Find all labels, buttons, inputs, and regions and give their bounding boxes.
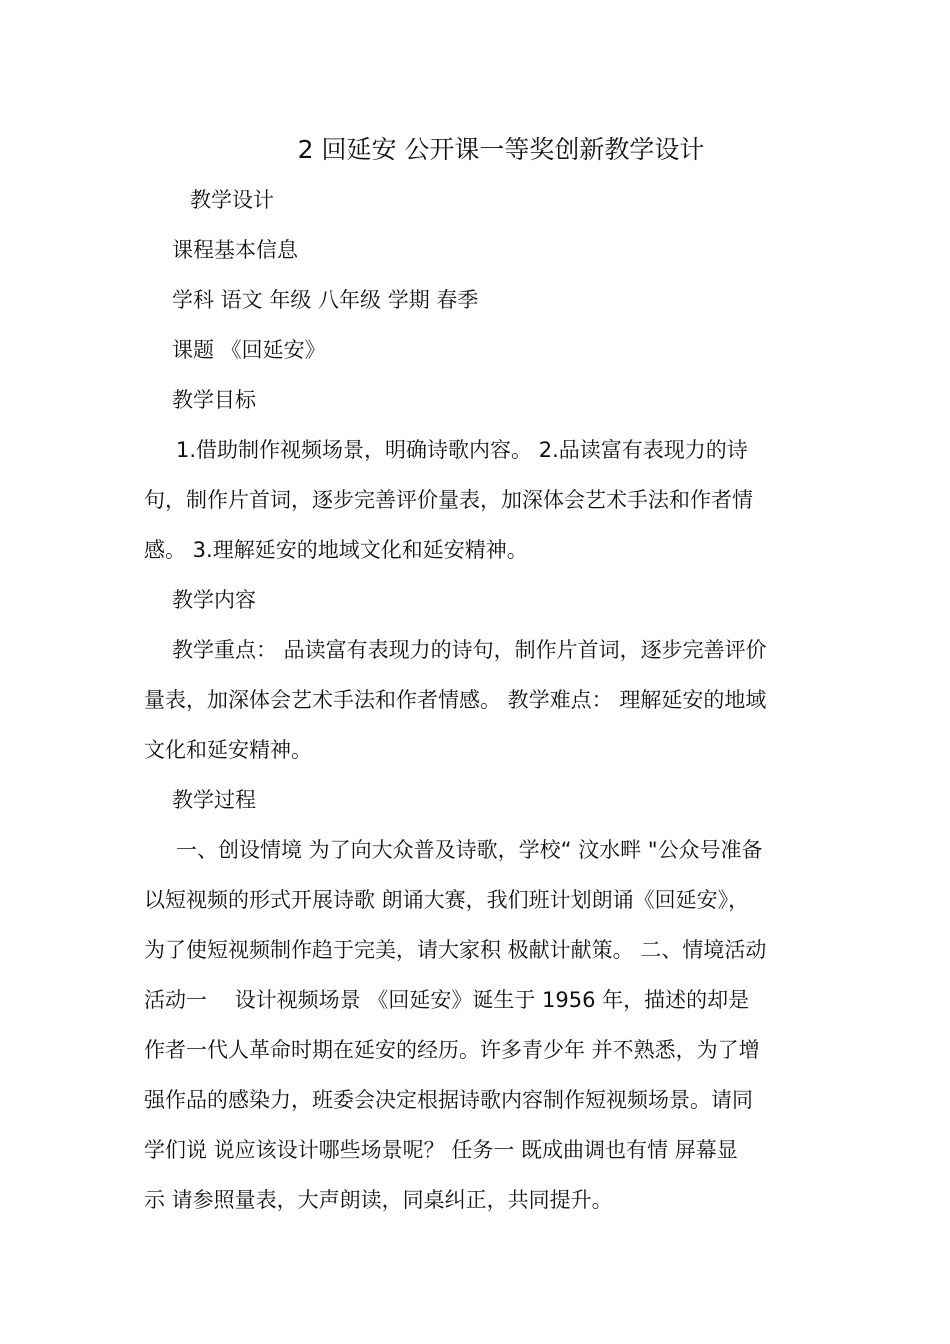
paragraph-line: 强作品的感染力，班委会决定根据诗歌内容制作短视频场景。请同 xyxy=(144,1088,753,1112)
paragraph-line: 活动一 设计视频场景 《回延安》诞生于 1956 年，描述的却是 xyxy=(144,988,750,1012)
paragraph-line: 教学重点： 品读富有表现力的诗句，制作片首词，逐步完善评价 xyxy=(172,638,767,662)
paragraph-line: 作者一代人革命时期在延安的经历。许多青少年 并不熟悉，为了增 xyxy=(144,1038,760,1062)
paragraph-line: 学们说 说应该设计哪些场景呢？ 任务一 既成曲调也有情 屏幕显 xyxy=(144,1138,738,1162)
heading-objectives: 教学目标 xyxy=(172,388,256,412)
course-topic-line: 课题 《回延安》 xyxy=(172,338,326,362)
paragraph-line: 1.借助制作视频场景，明确诗歌内容。 2.品读富有表现力的诗 xyxy=(176,438,748,462)
heading-process: 教学过程 xyxy=(172,788,256,812)
paragraph-line: 为了使短视频制作趋于完美，请大家积 极献计献策。 二、情境活动 xyxy=(144,938,767,962)
paragraph-line: 量表，加深体会艺术手法和作者情感。 教学难点： 理解延安的地域 xyxy=(144,688,767,712)
course-subject-line: 学科 语文 年级 八年级 学期 春季 xyxy=(172,288,479,312)
paragraph-line: 句，制作片首词，逐步完善评价量表，加深体会艺术手法和作者情 xyxy=(144,488,753,512)
heading-course-info: 课程基本信息 xyxy=(172,238,298,262)
paragraph-line: 感。 3.理解延安的地域文化和延安精神。 xyxy=(144,538,528,562)
section-heading-design: 教学设计 xyxy=(190,188,274,212)
paragraph-line: 文化和延安精神。 xyxy=(144,738,312,762)
document-title: 2 回延安 公开课一等奖创新教学设计 xyxy=(297,135,705,164)
paragraph-line: 以短视频的形式开展诗歌 朗诵大赛，我们班计划朗诵《回延安》， xyxy=(144,888,750,912)
paragraph-line: 示 请参照量表，大声朗读，同桌纠正，共同提升。 xyxy=(144,1188,613,1212)
heading-content: 教学内容 xyxy=(172,588,256,612)
paragraph-line: 一、创设情境 为了向大众普及诗歌，学校“ 汶水畔 "公众号准备 xyxy=(176,838,763,862)
